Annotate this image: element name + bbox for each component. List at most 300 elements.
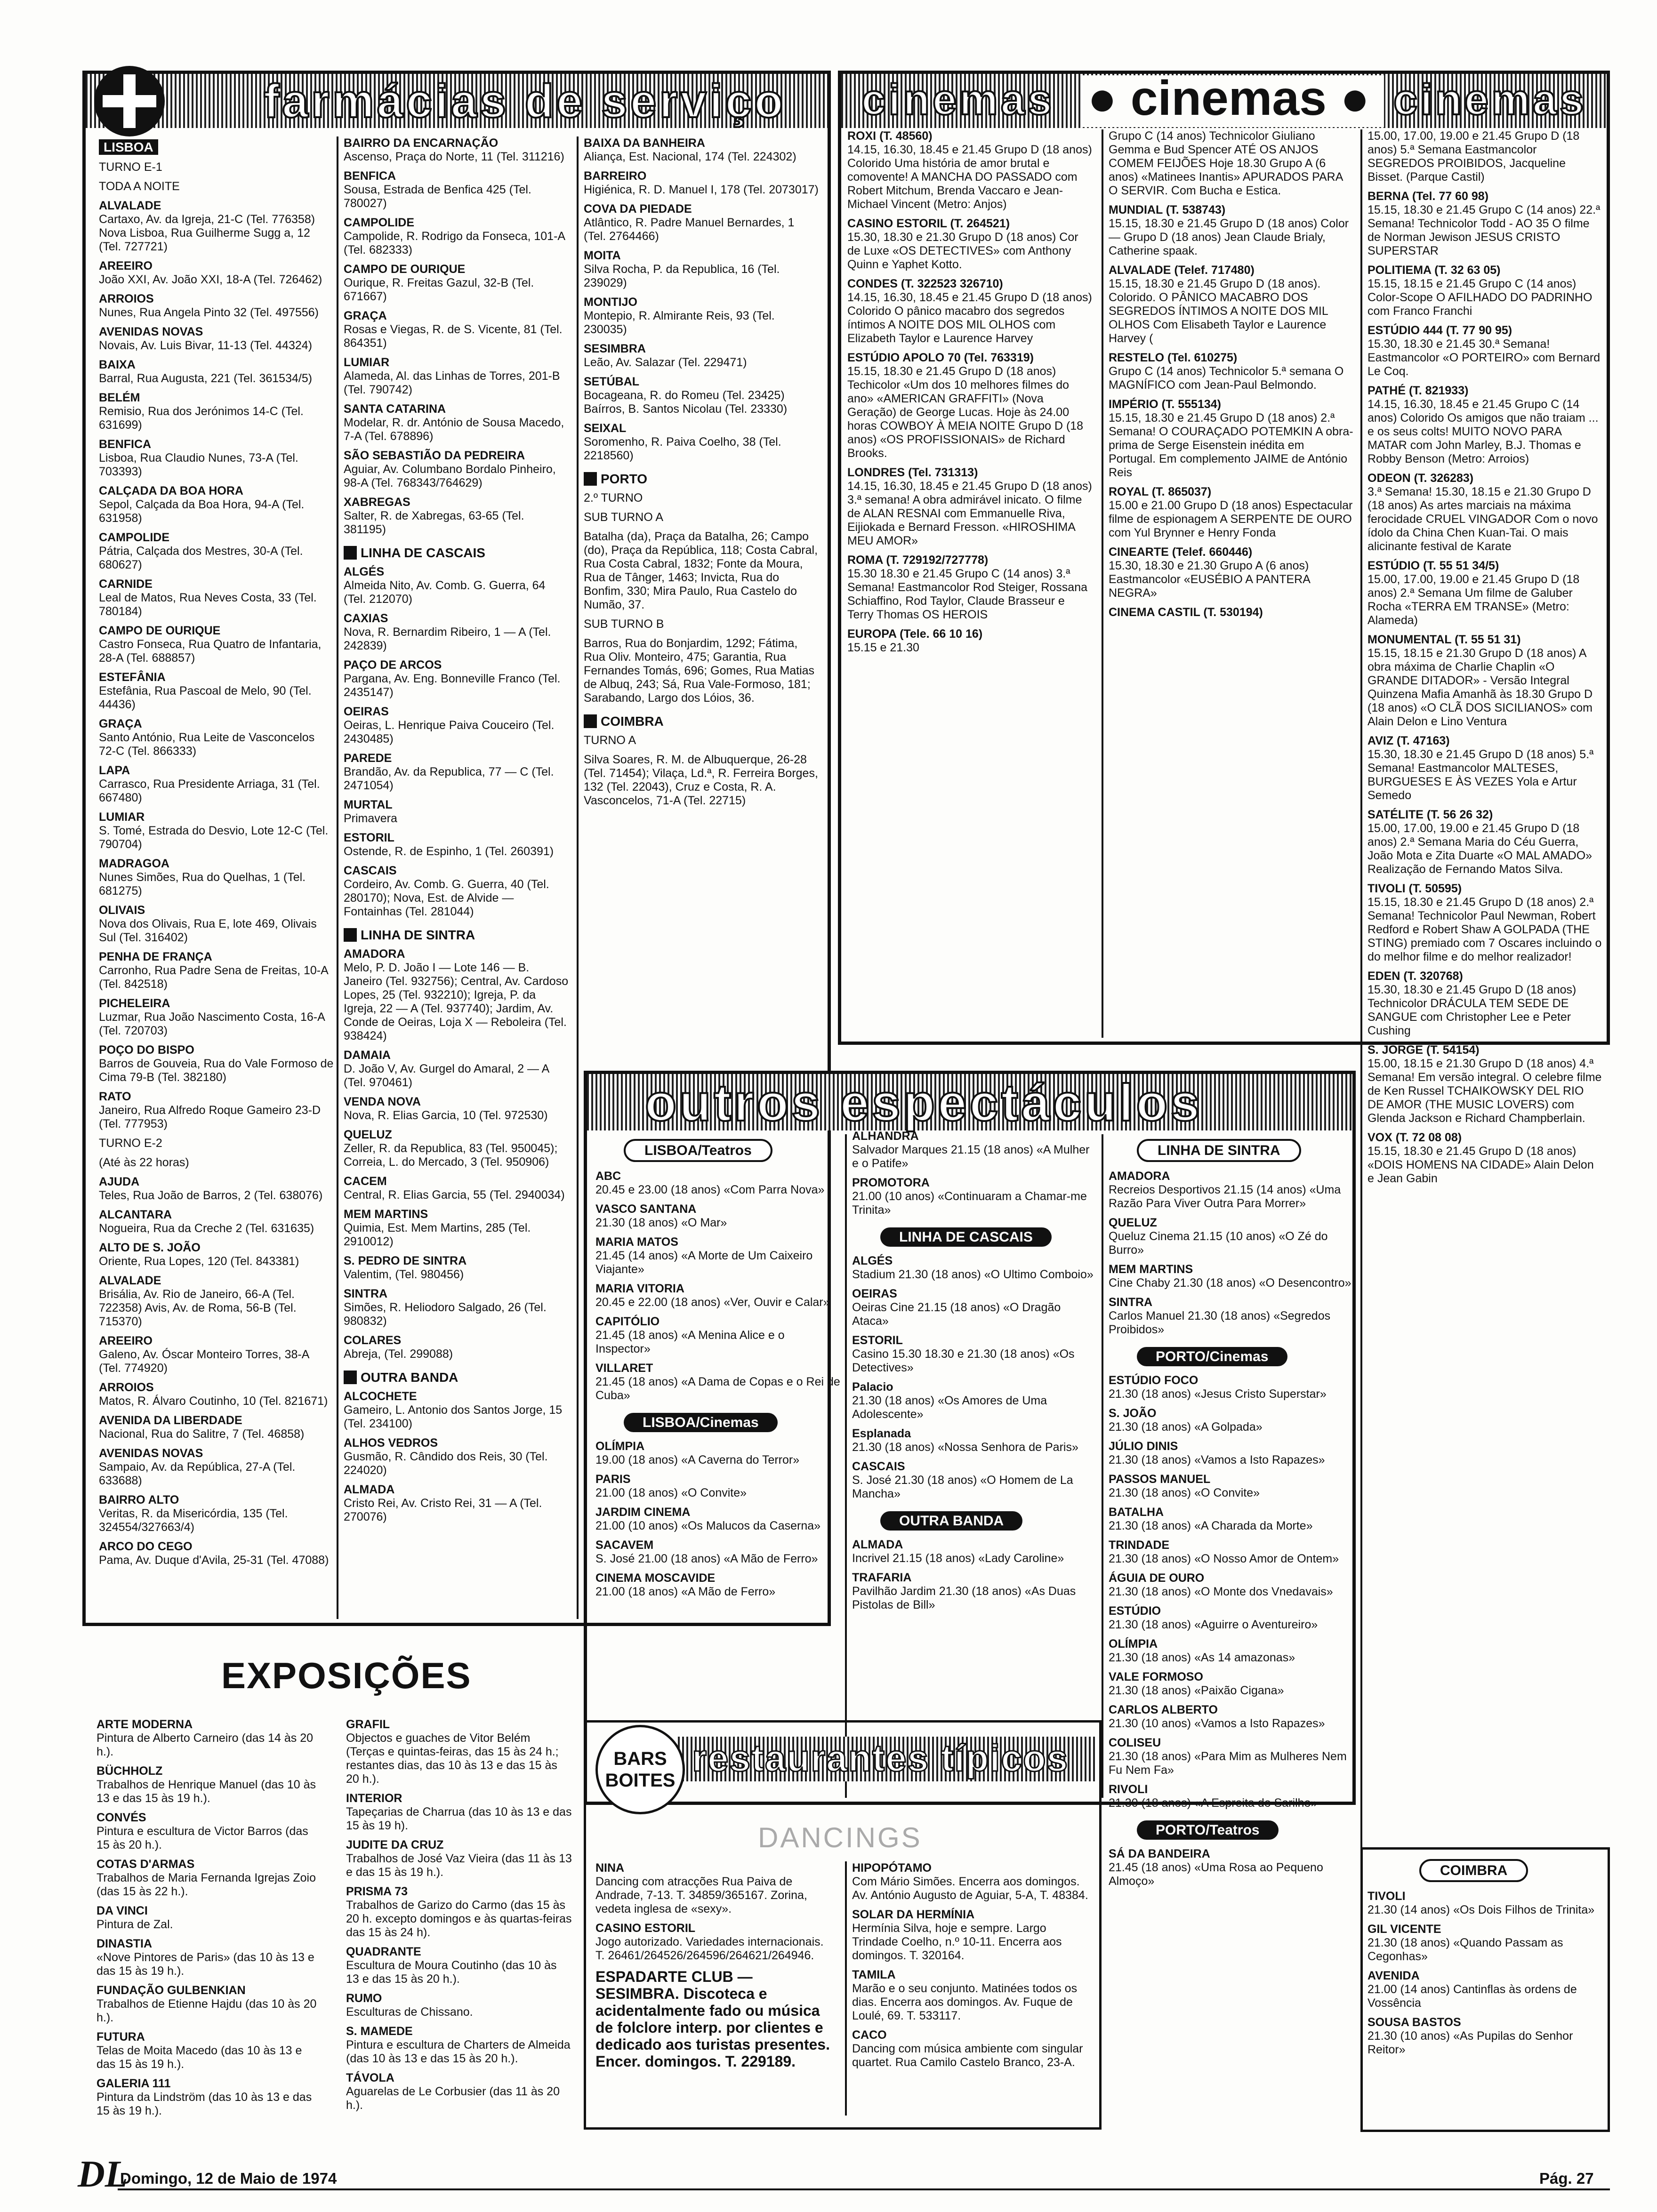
listing-name: VALE FORMOSO (1109, 1670, 1203, 1683)
listing-details: Objectos e guaches de Vitor Belém (Terças e quintas-feiras, das 15 às 24 h.; restantes dias, das 10 às 13 e das 15 às 20 h.). (346, 1731, 559, 1786)
listing-entry (99, 624, 334, 665)
listing-details: 21.30 (10 anos) «Vamos a Isto Rapazes» (1109, 1717, 1325, 1730)
listing-details: Montepio, R. Almirante Reis, 93 (Tel. 230035) (584, 309, 775, 336)
listing-details: Telas de Moita Macedo (das 10 às 13 e das 15 às 19 h.). (97, 2044, 302, 2071)
listing-entry (595, 1571, 840, 1599)
listing-name: MUNDIAL (T. 538743) (1109, 203, 1226, 216)
listing-entry (1367, 384, 1603, 466)
listing-entry (1367, 472, 1603, 553)
listing-entry (346, 1792, 572, 1833)
farmacias-col-2 (344, 136, 570, 1530)
listing-name: LUMIAR (344, 356, 390, 369)
listing-name: MADRAGOA (99, 857, 169, 870)
listing-name: BERNA (Tel. 77 60 98) (1367, 190, 1489, 203)
listing-details: Leão, Av. Salazar (Tel. 229471) (584, 356, 747, 369)
bars-title: restaurantes típicos (692, 1737, 1069, 1779)
listing-entry (584, 169, 819, 197)
section-pill: LISBOA/Teatros (624, 1139, 772, 1162)
listing-details: 15.30, 18.30 e 21.45 Grupo D (18 anos) 5.ª Semana! Eastmancolor MALTESES, BURGUESES E ÀS VEZES Yola e Artur Semedo (1367, 748, 1594, 802)
exposicoes-col-right (346, 1718, 572, 2118)
listing-details: 21.30 (18 anos) «O Mar» (595, 1216, 727, 1229)
listing-name: BAIXA (99, 358, 136, 371)
listing-name: OLIVAIS (99, 904, 145, 917)
cinemas-col-2 (1109, 129, 1353, 625)
listing-entry (1109, 1216, 1353, 1257)
listing-entry (852, 1176, 1097, 1217)
bars-col-right (852, 1861, 1094, 2075)
listing-name: JÚLIO DINIS (1109, 1440, 1178, 1453)
listing-name: TRINDADE (1109, 1539, 1170, 1552)
listing-details: Dancing com atracções Rua Paiva de Andrade, 7-13. T. 34859/365167. Zorina, vedeta inglesa de «sexy». (595, 1875, 807, 1915)
listing-name: AVENIDAS NOVAS (99, 325, 203, 338)
region-header (344, 542, 570, 565)
listing-details: Silva Soares, R. M. de Albuquerque, 26-28 (Tel. 71454); Vilaça, Ld.ª, R. Ferreira Borges, 132 (Tel. 22043), Cruz e Costa, R. A. Vasconcelos, 71-A (Tel. 22715) (584, 753, 818, 807)
listing-entry (99, 1414, 334, 1441)
listing-name: LUMIAR (99, 810, 145, 824)
listing-name: GRAÇA (99, 717, 142, 730)
listing-details: 21.30 (18 anos) «A Espreita do Sarilho» (1109, 1796, 1318, 1810)
listing-entry (344, 1095, 570, 1122)
listing-name: ROYAL (T. 865037) (1109, 485, 1212, 498)
listing-details: Silva Rocha, P. da Republica, 16 (Tel. 239029) (584, 263, 780, 289)
listing-entry (852, 1380, 1097, 1421)
listing-entry (1109, 1407, 1353, 1434)
region-header (344, 924, 570, 947)
listing-name: VILLARET (595, 1362, 653, 1375)
listing-details: Sepol, Calçada da Boa Hora, 94-A (Tel. 631958) (99, 498, 305, 525)
listing-name: MONUMENTAL (T. 55 51 31) (1367, 633, 1521, 646)
listing-name: TAMILA (852, 1968, 896, 1981)
listing-details: Sampaio, Av. da República, 27-A (Tel. 633688) (99, 1460, 296, 1487)
listing-entry (344, 1128, 570, 1169)
listing-entry (1367, 264, 1603, 318)
listing-name: CONDES (T. 322523 326710) (847, 277, 1003, 290)
listing-details: 15.15, 18.30 e 21.45 Grupo D (18 anos) Techicolor «Um dos 10 melhores filmes do ano» «AMERICAN GRAFFITI» (Nova Geração) de George Lucas. Hoje às 24.00 horas COWBOY À MEIA NOITE Grupo D (18 anos) «OS PROFISSIONAIS» de Richard Brooks. (847, 365, 1084, 460)
listing-name: AMADORA (1109, 1170, 1170, 1183)
listing-name: BAIRRO ALTO (99, 1493, 179, 1507)
listing-entry (584, 296, 819, 337)
listing-name: SOLAR DA HERMÍNIA (852, 1908, 975, 1921)
listing-details: Cartaxo, Av. da Igreja, 21-C (Tel. 776358) Nova Lisboa, Rua Guilherme Sugg a, 12 (Tel. 727721) (99, 213, 315, 253)
listing-name: ARTE MODERNA (97, 1718, 193, 1731)
listing-details: 15.15 e 21.30 (847, 641, 919, 654)
listing-name: QUELUZ (1109, 1216, 1157, 1229)
listing-name: ESTÚDIO APOLO 70 (Tel. 763319) (847, 351, 1034, 364)
listing-details: 20.45 e 22.00 (18 anos) «Ver, Ouvir e Calar» (595, 1296, 830, 1309)
listing-details: 21.30 (18 anos) «Paixão Cigana» (1109, 1684, 1284, 1697)
listing-name: ODEON (T. 326283) (1367, 472, 1474, 485)
listing-entry (852, 1908, 1094, 1963)
listing-name: CAMPOLIDE (344, 216, 414, 229)
listing-details: Gusmão, R. Cândido dos Reis, 30 (Tel. 224020) (344, 1450, 548, 1477)
listing-details: Carlos Manuel 21.30 (18 anos) «Segredos Proibidos» (1109, 1309, 1331, 1336)
listing-entry (346, 2071, 572, 2112)
listing-details: Simões, R. Heliodoro Salgado, 26 (Tel. 980832) (344, 1301, 547, 1328)
listing-name: CARLOS ALBERTO (1109, 1703, 1218, 1716)
listing-details: Lisboa, Rua Claudio Nunes, 73-A (Tel. 703393) (99, 451, 298, 478)
listing-name: PARIS (595, 1473, 631, 1486)
listing-details: Bocageana, R. do Romeu (Tel. 23425) Baírros, B. Santos Nicolau (Tel. 23330) (584, 389, 788, 416)
listing-entry (847, 466, 1092, 548)
listing-entry (344, 402, 570, 443)
listing-entry (344, 169, 570, 210)
cinemas-left-title: cinemas (861, 76, 1055, 124)
listing-details: 15.30, 18.30 e 21.30 Grupo A (6 anos) Eastmancolor «EUSÉBIO A PANTERA NEGRA» (1109, 559, 1310, 600)
listing-entry (344, 798, 570, 825)
listing-entry (852, 1334, 1097, 1375)
listing-entry (99, 1175, 334, 1202)
outros-col-1 (595, 1134, 840, 1604)
listing-details: Estefânia, Rua Pascoal de Melo, 90 (Tel. 44436) (99, 684, 312, 711)
cinemas-center-title: ● cinemas ● (1087, 71, 1370, 126)
listing-entry (99, 1447, 334, 1488)
listing-name: PATHÉ (T. 821933) (1367, 384, 1469, 397)
bars-col-left (595, 1861, 836, 2076)
listing-entry (99, 1208, 334, 1235)
listing-entry (847, 553, 1092, 622)
listing-details: «Nove Pintores de Paris» (das 10 às 13 e das 15 às 19 h.). (97, 1951, 314, 1978)
listing-entry (1109, 1539, 1353, 1566)
listing-entry (1109, 545, 1353, 600)
section-pill: LISBOA/Cinemas (624, 1413, 778, 1432)
listing-name: SÁ DA BANDEIRA (1109, 1847, 1210, 1860)
listing-details: Cordeiro, Av. Comb. G. Guerra, 40 (Tel. 280170); Nova, Est. de Alvide — Fontainhas (Tel. 281044) (344, 878, 549, 918)
listing-entry (852, 2028, 1094, 2069)
section-label: (Até às 22 horas) (99, 1156, 189, 1169)
section-pill: PORTO/Teatros (1137, 1820, 1279, 1840)
listing-entry (344, 947, 570, 1043)
listing-details: Santo António, Rua Leite de Vasconcelos 72-C (Tel. 866333) (99, 731, 315, 758)
coimbra-title: COIMBRA (1419, 1859, 1528, 1882)
listing-entry (97, 1937, 322, 1978)
listing-details: Novais, Av. Luis Bivar, 11-13 (Tel. 44324) (99, 339, 313, 352)
listing-details: 15.00, 17.00, 19.00 e 21.45 Grupo D (18 anos) 5.ª Semana Eastmancolor SEGREDOS PROIBIDOS, Jacqueline Bisset. (Parque Castil) (1367, 129, 1580, 184)
listing-details: Cristo Rei, Av. Cristo Rei, 31 — A (Tel. 270076) (344, 1497, 542, 1523)
listing-name: SINTRA (344, 1287, 388, 1300)
listing-name: POÇO DO BISPO (99, 1043, 194, 1057)
listing-name: ÁGUIA DE OURO (1109, 1571, 1205, 1585)
listing-name: AREEIRO (99, 1334, 153, 1347)
listing-entry (344, 752, 570, 793)
listing-entry (1109, 203, 1353, 258)
listing-details: 21.30 (18 anos) «O Convite» (1109, 1486, 1260, 1499)
listing-details: Janeiro, Rua Alfredo Roque Gameiro 23-D (Tel. 777953) (99, 1104, 321, 1130)
listing-name: ALHANDRA (852, 1130, 919, 1143)
listing-entry (584, 422, 819, 463)
listing-entry (847, 277, 1092, 345)
listing-entry (1367, 1923, 1603, 1964)
listing-name: ESTÚDIO FOCO (1109, 1374, 1199, 1387)
listing-details: Carrasco, Rua Presidente Arriaga, 31 (Tel. 667480) (99, 777, 320, 804)
listing-name: MURTAL (344, 798, 393, 811)
listing-details: Cine Chaby 21.30 (18 anos) «O Desencontro» (1109, 1276, 1351, 1290)
listing-name: MONTIJO (584, 296, 637, 309)
listing-details: 15.15, 18.30 e 21.45 Grupo D (18 anos) «DOIS HOMENS NA CIDADE» Alain Delon e Jean Gabin (1367, 1145, 1594, 1185)
listing-entry (344, 496, 570, 537)
listing-details: Nunes, Rua Angela Pinto 32 (Tel. 497556) (99, 306, 319, 319)
listing-details: 21.30 (18 anos) «O Monte dos Vnedavais» (1109, 1585, 1333, 1598)
listing-entry (99, 199, 334, 254)
listing-name: HIPOPÓTAMO (852, 1861, 932, 1875)
listing-details: Pama, Av. Duque d'Avila, 25-31 (Tel. 47088) (99, 1554, 329, 1567)
listing-name: CASCAIS (852, 1460, 905, 1473)
listing-name: BENFICA (344, 169, 396, 183)
listing-details: 15.00 e 21.00 Grupo D (18 anos) Espectacular filme de espionagem A SERPENTE DE OURO com Yul Brynner e Henry Fonda (1109, 499, 1353, 539)
listing-details: Atlântico, R. Padre Manuel Bernardes, 1 (Tel. 2764466) (584, 216, 795, 243)
listing-name: COTAS D'ARMAS (97, 1858, 195, 1871)
listing-details: 21.30 (18 anos) «Aguirre o Aventureiro» (1109, 1618, 1318, 1631)
listing-details: 21.00 (10 anos) «Os Malucos da Caserna» (595, 1519, 821, 1532)
bars-badge: BARS BOITES (595, 1725, 685, 1814)
listing-entry (99, 1334, 334, 1375)
listing-entry (584, 375, 819, 416)
listing-name: POLITIEMA (T. 32 63 05) (1367, 264, 1501, 277)
listing-details: Zeller, R. da Republica, 83 (Tel. 950045); Correia, L. do Mercado, 3 (Tel. 950906) (344, 1142, 558, 1169)
listing-name: AMADORA (344, 947, 405, 961)
listing-entry (1109, 485, 1353, 540)
listing-name: INTERIOR (346, 1792, 402, 1805)
listing-entry (344, 216, 570, 257)
listing-details: 14.15, 16.30, 18.45 e 21.45 Grupo C (14 anos) Colorido Os amigos que não traiam ... e os seus colts! MUITO NOVO PARA MATAR com John Marley, B.J. Thomas e Robby Benson (Metro: Arroios) (1367, 398, 1599, 465)
listing-name: COLISEU (1109, 1736, 1161, 1749)
listing-details: Pintura de Alberto Carneiro (das 14 às 20 h.). (97, 1731, 313, 1758)
listing-details: Aguiar, Av. Columbano Bordalo Pinheiro, 98-A (Tel. 768343/764629) (344, 463, 556, 489)
listing-name: CINEARTE (Telef. 660446) (1109, 545, 1253, 559)
listing-name: BÜCHHOLZ (97, 1764, 163, 1778)
listing-details: Soromenho, R. Paiva Coelho, 38 (Tel. 2218560) (584, 435, 781, 462)
listing-entry (97, 2030, 322, 2071)
listing-details: Remisio, Rua dos Jerónimos 14-C (Tel. 631699) (99, 405, 304, 432)
listing-entry (344, 705, 570, 746)
listing-details: 21.30 (18 anos) «A Golpada» (1109, 1420, 1263, 1434)
listing-entry (852, 1861, 1094, 1902)
listing-details: Jogo autorizado. Variedades internacionais. T. 26461/264526/264596/264621/264946. (595, 1935, 824, 1962)
listing-details: 21.00 (18 anos) «O Convite» (595, 1486, 747, 1499)
section-pill: OUTRA BANDA (880, 1511, 1022, 1531)
listing-entry (99, 810, 334, 851)
listing-entry (99, 438, 334, 479)
listing-name: GRAFIL (346, 1718, 390, 1731)
region-label: LINHA DE SINTRA (344, 928, 475, 942)
listing-entry (99, 1540, 334, 1567)
listing-entry (99, 950, 334, 991)
section-label: TODA A NOITE (99, 180, 180, 193)
listing-name: SETÚBAL (584, 375, 640, 388)
listing-details: S. Tomé, Estrada do Desvio, Lote 12-C (Tel. 790704) (99, 824, 329, 851)
section-pill: LINHA DE SINTRA (1137, 1139, 1301, 1162)
listing-details: Melo, P. D. João I — Lote 146 — B. Janeiro (Tel. 932756); Central, Av. Cardoso Lopes, 25 (Tel. 932210); Igreja, P. da Igreja, 22 — A (Tel. 937740); Jardim, Av. Conde de Oeiras, Loja X — Reboleira (Tel. 938424) (344, 961, 569, 1042)
listing-details: 21.30 (18 anos) «Vamos a Isto Rapazes» (1109, 1453, 1325, 1467)
listing-details: Dancing com música ambiente com singular quartet. Rua Camilo Castelo Branco, 23-A. (852, 2042, 1083, 2069)
listing-details: Aliança, Est. Nacional, 174 (Tel. 224302) (584, 150, 796, 163)
section-label: SUB TURNO A (584, 511, 664, 524)
listing-name: ESTORIL (344, 831, 394, 844)
listing-name: PAÇO DE ARCOS (344, 658, 442, 672)
listing-name: MEM MARTINS (344, 1208, 428, 1221)
listing-details: Nacional, Rua do Salitre, 7 (Tel. 46858) (99, 1427, 305, 1441)
section-label: SUB TURNO B (584, 617, 664, 631)
listing-name: CASINO ESTORIL (T. 264521) (847, 217, 1010, 230)
listing-details: Oriente, Rua Lopes, 120 (Tel. 843381) (99, 1255, 299, 1268)
listing-name: EUROPA (Tele. 66 10 16) (847, 627, 983, 641)
listing-name: ALMADA (852, 1538, 903, 1551)
outros-title: outros espectáculos (645, 1074, 1202, 1132)
listing-name: SEIXAL (584, 422, 627, 435)
region-label: PORTO (584, 472, 647, 486)
listing-entry (1367, 559, 1603, 627)
listing-name: DAMAIA (344, 1049, 391, 1062)
listing-details: 21.45 (14 anos) «A Morte de Um Caixeiro Viajante» (595, 1249, 813, 1276)
region-header (99, 136, 334, 160)
listing-name: ALTO DE S. JOÃO (99, 1241, 201, 1254)
listing-entry (99, 717, 334, 758)
listing-entry (847, 217, 1092, 272)
listing-name: PROMOTORA (852, 1176, 930, 1189)
listing-entry (346, 1838, 572, 1879)
listing-details: Trabalhos de Henrique Manuel (das 10 às 13 e das 15 às 19 h.). (97, 1778, 316, 1805)
listing-details: Salter, R. de Xabregas, 63-65 (Tel. 381195) (344, 509, 524, 536)
listing-details: 21.30 (18 anos) «O Nosso Amor de Ontem» (1109, 1552, 1339, 1565)
listing-name: EDEN (T. 320768) (1367, 970, 1463, 983)
listing-name: ALHOS VEDROS (344, 1436, 438, 1450)
listing-entry (1367, 970, 1603, 1038)
listing-entry (1109, 1637, 1353, 1665)
listing-details: 21.45 (18 anos) «Uma Rosa ao Pequeno Almoço» (1109, 1861, 1323, 1888)
listing-name: ARCO DO CEGO (99, 1540, 193, 1553)
listing-entry (99, 358, 334, 385)
listing-name: VASCO SANTANA (595, 1202, 697, 1216)
listing-entry (584, 202, 819, 243)
espadarte-club: ESPADARTE CLUB — SESIMBRA. Discoteca e acidentalmente fado ou música de folclore interp. por clientes e dedicado aos turistas presentes. Encer. domingos. T. 229189. (595, 1968, 830, 2070)
listing-details: 15.30, 18.30 e 21.30 Grupo D (18 anos) Cor de Luxe «OS DETECTIVES» com Anthony Quinn e Yaphet Kotto. (847, 231, 1078, 271)
listing-entry (346, 1885, 572, 1940)
listing-entry (344, 1390, 570, 1431)
listing-entry (1109, 1847, 1353, 1888)
section-pill: LINHA DE CASCAIS (880, 1227, 1052, 1247)
listing-details: Aguarelas de Le Corbusier (das 11 às 20 h.). (346, 2085, 560, 2112)
listing-entry (97, 1984, 322, 2025)
listing-name: SOUSA BASTOS (1367, 2016, 1461, 2029)
listing-name: ROMA (T. 729192/727778) (847, 553, 989, 567)
listing-entry (99, 325, 334, 353)
listing-name: NINA (595, 1861, 625, 1875)
listing-entry (1109, 1703, 1353, 1731)
listing-name: CAMPOLIDE (99, 531, 169, 544)
listing-entry (346, 1945, 572, 1986)
listing-entry (584, 342, 819, 369)
listing-details: Leal de Matos, Rua Neves Costa, 33 (Tel. 780184) (99, 591, 317, 618)
listing-details: Gameiro, L. Antonio dos Santos Jorge, 15 (Tel. 234100) (344, 1403, 563, 1430)
listing-details: Trabalhos de Maria Fernanda Igrejas Zoio (das 15 às 22 h.). (97, 1871, 316, 1898)
listing-name: ALGÉS (344, 565, 385, 578)
listing-name: ABC (595, 1170, 621, 1183)
listing-details: Pavilhão Jardim 21.30 (18 anos) «As Duas Pistolas de Bill» (852, 1585, 1076, 1611)
listing-name: LONDRES (Tel. 731313) (847, 466, 978, 479)
listing-entry (584, 136, 819, 164)
cinemas-col-1 (847, 129, 1092, 660)
listing-entry (1109, 1296, 1353, 1337)
listing-details: 15.00, 18.15 e 21.30 Grupo D (18 anos) 4.ª Semana! Em versão integral. O celebre filme de Ken Russel TCHAIKOWSKY DEL RIO DE AMOR (THE MUSIC LOVERS) com Glenda Jackson e Richard Champberlain. (1367, 1057, 1602, 1125)
listing-details: 19.00 (18 anos) «A Caverna do Terror» (595, 1453, 800, 1467)
listing-entry (346, 1992, 572, 2019)
listing-name: COLARES (344, 1334, 402, 1347)
listing-name: OEIRAS (852, 1287, 897, 1300)
listing-details: Nogueira, Rua da Creche 2 (Tel. 631635) (99, 1222, 314, 1235)
listing-name: JUDITE DA CRUZ (346, 1838, 444, 1851)
listing-details: Pintura e escultura de Charters de Almeida (das 10 às 13 e das 15 às 20 h.). (346, 2038, 571, 2065)
listing-details: Rosas e Viegas, R. de S. Vicente, 81 (Tel. 864351) (344, 323, 563, 350)
listing-entry (99, 1274, 334, 1329)
listing-details: Barros de Gouveia, Rua do Vale Formoso de Cima 79-B (Tel. 382180) (99, 1057, 334, 1084)
listing-details: Alameda, Al. das Linhas de Torres, 201-B (Tel. 790742) (344, 369, 560, 396)
listing-details: Castro Fonseca, Rua Quatro de Infantaria, 28-A (Tel. 688857) (99, 638, 322, 665)
listing-details: Ascenso, Praça do Norte, 11 (Tel. 311216) (344, 150, 564, 163)
listing-details: Ostende, R. de Espinho, 1 (Tel. 260391) (344, 845, 554, 858)
listing-details: 21.30 (18 anos) «Jesus Cristo Superstar» (1109, 1387, 1327, 1401)
listing-entry (1367, 2016, 1603, 2057)
listing-name: XABREGAS (344, 496, 410, 509)
listing-details: Nova, R. Bernardim Ribeiro, 1 — A (Tel. 242839) (344, 625, 551, 652)
listing-details: 15.15, 18.30 e 21.45 Grupo D (18 anos). Colorido. O PÂNICO MACABRO DOS SEGREDOS ÍNTIMOS A NOITE DOS MIL OLHOS Com Elisabeth Taylor e Laurence Harvey ( (1109, 277, 1328, 345)
listing-entry (97, 1718, 322, 1759)
listing-details: Incrivel 21.15 (18 anos) «Lady Caroline» (852, 1552, 1064, 1565)
pharmacy-cross-icon (94, 66, 165, 136)
listing-name: CARNIDE (99, 577, 153, 591)
listing-entry (1109, 1374, 1353, 1401)
listing-entry (847, 627, 1092, 655)
listing-name: PENHA DE FRANÇA (99, 950, 212, 963)
listing-name: MEM MARTINS (1109, 1263, 1193, 1276)
listing-details: Pintura de Zal. (97, 1918, 173, 1931)
listing-entry (97, 1811, 322, 1852)
listing-details: 15.15, 18.30 e 21.45 Grupo D (18 anos) 2.ª Semana! O COURAÇADO POTEMKIN A obra-prima de Serge Eisenstein inédita em Portugal. Em complemento JAIME de António Reis (1109, 411, 1353, 479)
listing-details: Primavera (344, 812, 397, 825)
listing-entry (584, 530, 819, 612)
listing-details: Pintura e escultura de Victor Barros (das 15 às 20 h.). (97, 1825, 308, 1851)
listing-entry (344, 565, 570, 606)
listing-details: Grupo C (14 anos) Technicolor Giuliano Gemma e Bud Spencer ATÉ OS ANJOS COMEM FEIJÕES Hoje 18.30 Grupo A (6 anos) «Matinees Inantis» APURADOS PARA O SERVIR. Com Bucha e Estica. (1109, 129, 1343, 197)
listing-entry (344, 1436, 570, 1477)
listing-entry (344, 1287, 570, 1328)
listing-details: Com Mário Simões. Encerra aos domingos. Av. António Augusto de Aguiar, 5-A, T. 48384. (852, 1875, 1088, 1902)
listing-details: Luzmar, Rua João Nascimento Costa, 16-A (Tel. 720703) (99, 1010, 325, 1037)
listing-entry (344, 449, 570, 490)
listing-details: Sousa, Estrada de Benfica 425 (Tel. 780027) (344, 183, 531, 210)
listing-entry (344, 864, 570, 919)
farmacias-col-3 (584, 136, 819, 813)
listing-name: SACAVEM (595, 1539, 654, 1552)
listing-entry (97, 1904, 322, 1931)
listing-details: Oeiras Cine 21.15 (18 anos) «O Dragão Ataca» (852, 1301, 1061, 1328)
listing-name: MOITA (584, 249, 621, 262)
listing-entry (1109, 606, 1353, 619)
listing-details: S. José 21.00 (18 anos) «A Mão de Ferro» (595, 1552, 818, 1565)
listing-name: AVIZ (T. 47163) (1367, 734, 1450, 747)
listing-entry (847, 129, 1092, 211)
listing-name: BAIXA DA BANHEIRA (584, 136, 705, 150)
listing-name: S. JOÃO (1109, 1407, 1157, 1420)
listing-details: 14.15, 16.30, 18.45 e 21.45 Grupo D (18 anos) 3.ª semana! A obra admirável inicato. O filme de ALAN RESNAI com Emmanuelle Riva, Eijiokada e Bernard Fresson. «HIROSHIMA MEU AMOR» (847, 480, 1092, 547)
listing-details: 15.15, 18.15 e 21.30 Grupo D (18 anos) A obra máxima de Charlie Chaplin «O GRANDE DITADOR» - Versão Integral Quinzena Mafia Amanhã às 18.30 Grupo D (18 anos) «O CLÃ DOS SICILIANOS» com Alain Delon e Lino Ventura (1367, 647, 1593, 728)
listing-name: TÁVOLA (346, 2071, 394, 2084)
listing-details: Ourique, R. Freitas Gazul, 32-B (Tel. 671667) (344, 276, 534, 303)
exposicoes-title: EXPOSIÇÕES (221, 1655, 472, 1696)
listing-name: BENFICA (99, 438, 152, 451)
listing-name: CALÇADA DA BOA HORA (99, 484, 243, 497)
listing-entry (344, 263, 570, 304)
listing-entry (99, 1090, 334, 1131)
listing-details: Nunes Simões, Rua do Quelhas, 1 (Tel. 681275) (99, 871, 306, 898)
